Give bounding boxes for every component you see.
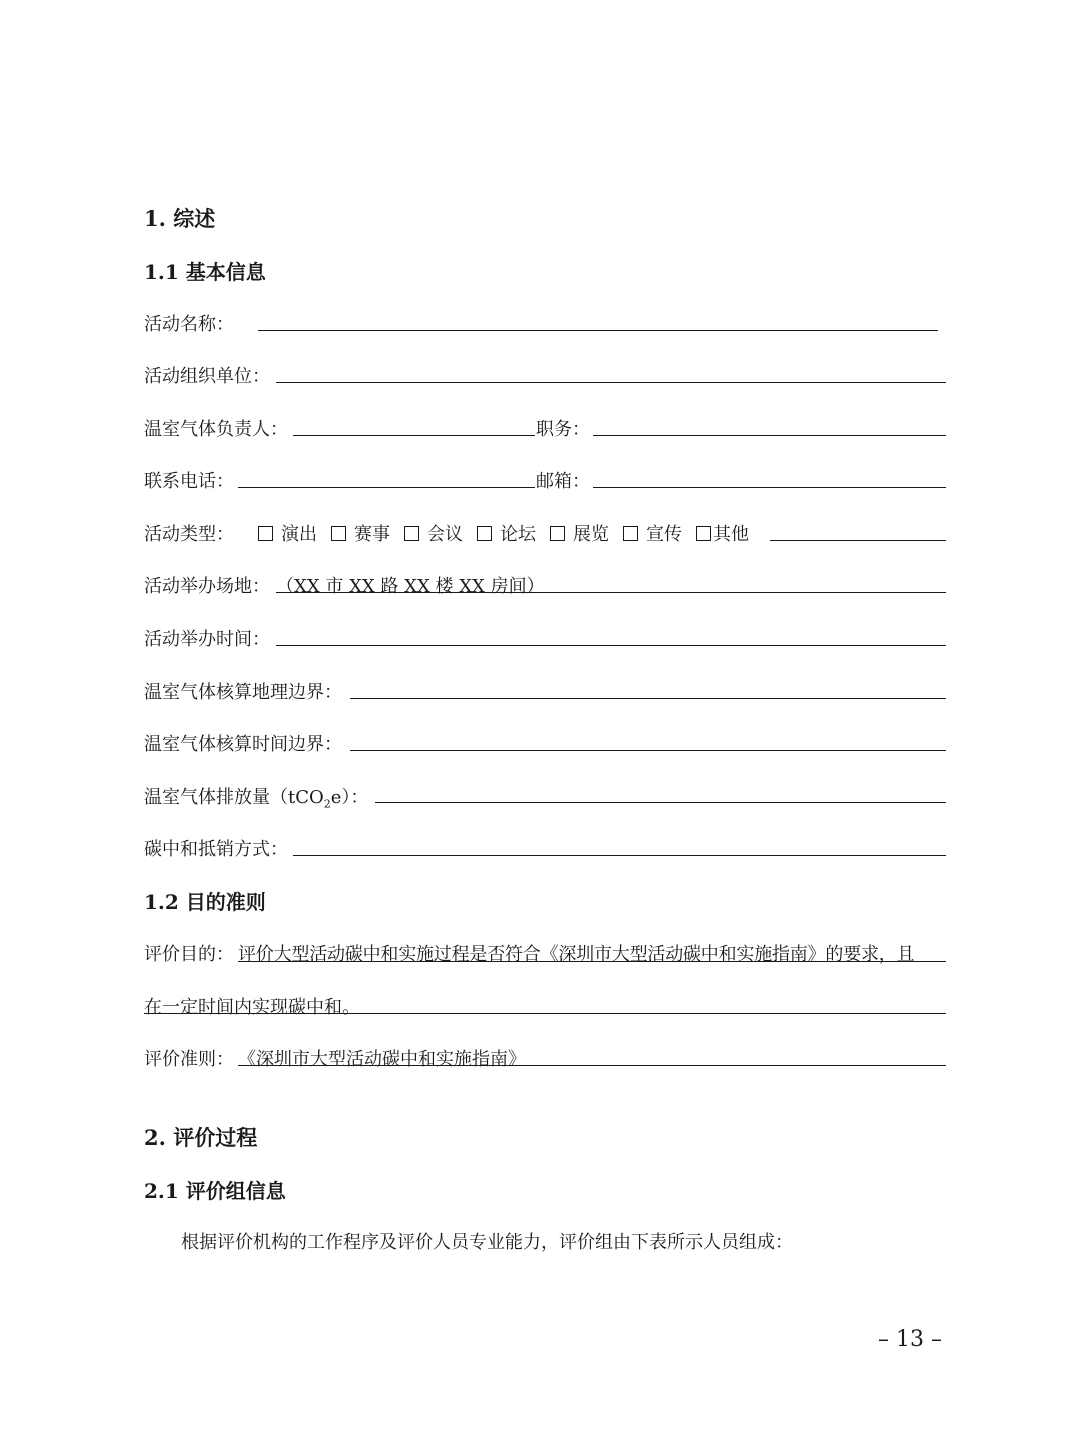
geo-boundary-field[interactable] bbox=[350, 698, 946, 699]
venue-value: （XX 市 XX 路 XX 楼 XX 房间） bbox=[276, 576, 545, 597]
email-field[interactable] bbox=[593, 487, 946, 488]
criteria-underline bbox=[238, 1065, 946, 1066]
page-number: – 13 – bbox=[878, 1327, 942, 1352]
option-promotion[interactable]: 宣传 bbox=[623, 520, 682, 546]
option-other[interactable]: 其他 bbox=[696, 520, 749, 546]
venue-label: 活动举办场地： bbox=[144, 576, 270, 597]
position-field[interactable] bbox=[593, 435, 946, 436]
time-label: 活动举办时间： bbox=[144, 629, 270, 650]
checkbox[interactable] bbox=[477, 526, 492, 541]
email-label: 邮箱： bbox=[536, 471, 590, 492]
purpose-text-line-2: 在一定时间内实现碳中和。 bbox=[144, 997, 360, 1018]
time-boundary-field[interactable] bbox=[350, 750, 946, 751]
emission-field[interactable] bbox=[375, 802, 946, 803]
activity-name-label: 活动名称： bbox=[144, 314, 234, 335]
ghg-responsible-label: 温室气体负责人： bbox=[144, 419, 288, 440]
organizer-label: 活动组织单位： bbox=[144, 366, 270, 387]
option-meeting[interactable]: 会议 bbox=[404, 520, 463, 546]
criteria-label: 评价准则： bbox=[144, 1049, 234, 1070]
purpose-underline-1 bbox=[238, 961, 946, 962]
option-forum[interactable]: 论坛 bbox=[477, 520, 536, 546]
section-2-1-paragraph: 根据评价机构的工作程序及评价人员专业能力，评价组由下表所示人员组成： bbox=[181, 1232, 793, 1253]
criteria-value: 《深圳市大型活动碳中和实施指南》 bbox=[238, 1049, 526, 1070]
other-type-field[interactable] bbox=[770, 540, 946, 541]
organizer-field[interactable] bbox=[276, 382, 946, 383]
section-1-1-heading: 1.1 基本信息 bbox=[144, 260, 266, 284]
position-label: 职务： bbox=[536, 419, 590, 440]
section-2-heading: 2. 评价过程 bbox=[144, 1125, 258, 1150]
phone-field[interactable] bbox=[238, 487, 535, 488]
activity-type-options bbox=[258, 520, 749, 546]
checkbox[interactable] bbox=[404, 526, 419, 541]
section-1-heading: 1. 综述 bbox=[144, 206, 216, 231]
offset-field[interactable] bbox=[293, 855, 946, 856]
time-boundary-label: 温室气体核算时间边界： bbox=[144, 734, 342, 755]
venue-field[interactable] bbox=[276, 592, 946, 593]
section-2-1-heading: 2.1 评价组信息 bbox=[144, 1179, 286, 1203]
checkbox[interactable] bbox=[550, 526, 565, 541]
phone-label: 联系电话： bbox=[144, 471, 234, 492]
time-field[interactable] bbox=[276, 645, 946, 646]
option-competition[interactable]: 赛事 bbox=[331, 520, 390, 546]
purpose-text-line-1: 评价大型活动碳中和实施过程是否符合《深圳市大型活动碳中和实施指南》的要求，且 bbox=[238, 944, 915, 965]
checkbox[interactable] bbox=[331, 526, 346, 541]
emission-label: 温室气体排放量（tCO$_2$e）： bbox=[144, 787, 369, 811]
activity-type-label: 活动类型： bbox=[144, 524, 234, 545]
checkbox[interactable] bbox=[696, 526, 711, 541]
checkbox[interactable] bbox=[623, 526, 638, 541]
option-performance[interactable]: 演出 bbox=[258, 520, 317, 546]
section-1-2-heading: 1.2 目的准则 bbox=[144, 890, 266, 914]
geo-boundary-label: 温室气体核算地理边界： bbox=[144, 682, 342, 703]
activity-name-field[interactable] bbox=[258, 330, 938, 331]
ghg-responsible-field[interactable] bbox=[293, 435, 535, 436]
option-exhibition[interactable]: 展览 bbox=[550, 520, 609, 546]
purpose-underline-2 bbox=[144, 1013, 946, 1014]
purpose-label: 评价目的： bbox=[144, 944, 234, 965]
checkbox[interactable] bbox=[258, 526, 273, 541]
offset-label: 碳中和抵销方式： bbox=[144, 839, 288, 860]
